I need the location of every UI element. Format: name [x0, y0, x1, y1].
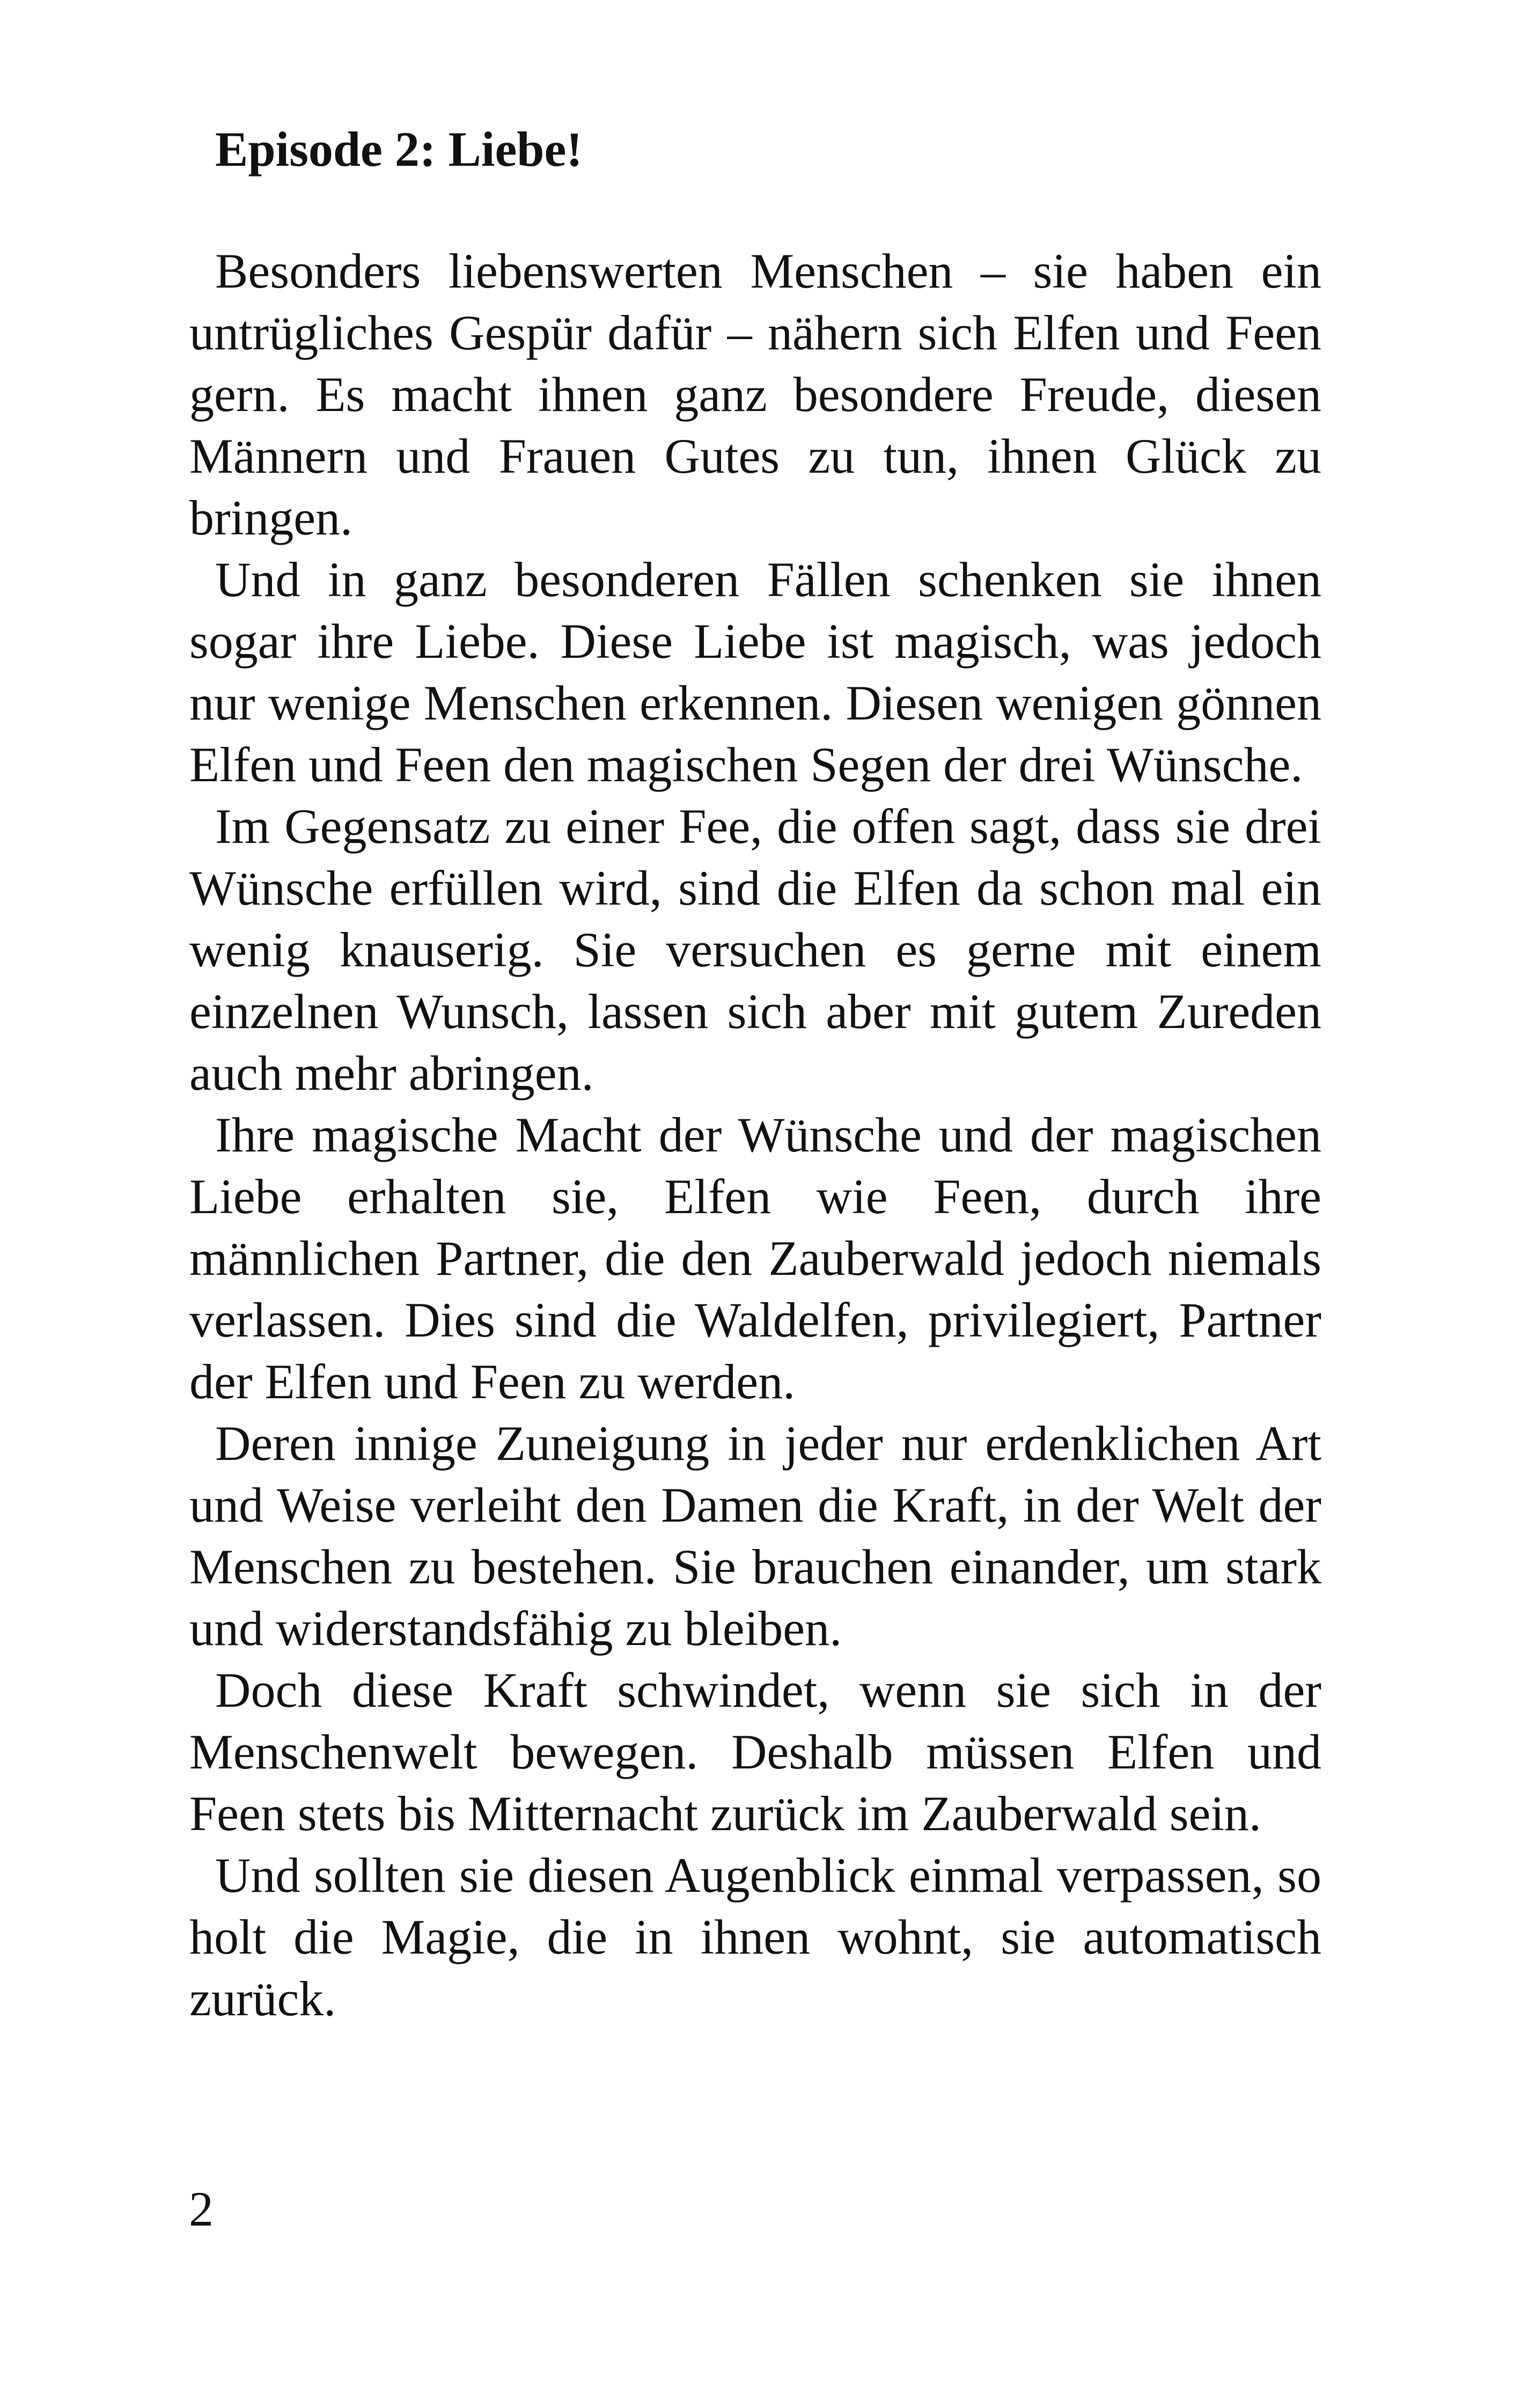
episode-heading: Episode 2: Liebe!	[215, 122, 583, 177]
paragraph: Im Gegensatz zu einer Fee, die offen sagt, dass sie drei Wünsche erfüllen wird, sind die Elfen da schon mal ein wenig knauserig. Sie versuchen es gerne mit einem einzelnen Wunsch, lassen sich aber mit gutem Zureden auch mehr abringen.	[189, 799, 1321, 1100]
paragraph: Doch diese Kraft schwindet, wenn sie sich in der Menschenwelt bewegen. Deshalb müssen Elfen und Feen stets bis Mitternacht zurück im Zauberwald sein.	[189, 1663, 1321, 1841]
paragraph: Besonders liebenswerten Menschen – sie haben ein untrügliches Gespür dafür – nähern sich Elfen und Feen gern. Es macht ihnen ganz besondere Freude, diesen Männern und Frauen Gutes zu tun, ihnen Glück zu bringen.	[189, 244, 1321, 545]
paragraph: Ihre magische Macht der Wünsche und der magischen Liebe erhalten sie, Elfen wie Feen, durch ihre männlichen Partner, die den Zauberwald jedoch niemals verlassen. Dies sind die Waldelfen, privilegiert, Partner der Elfen und Feen zu werden.	[189, 1107, 1321, 1409]
paragraph: Und sollten sie diesen Augenblick einmal verpassen, so holt die Magie, die in ihnen wohnt, sie automatisch zurück.	[189, 1848, 1321, 2026]
paragraph: Deren innige Zuneigung in jeder nur erdenklichen Art und Weise verleiht den Damen die Kraft, in der Welt der Menschen zu bestehen. Sie brauchen einander, um stark und widerstandsfähig zu bleiben.	[189, 1416, 1321, 1656]
body-text	[189, 240, 1321, 2030]
page-number: 2	[189, 2182, 214, 2236]
paragraph: Und in ganz besonderen Fällen schenken sie ihnen sogar ihre Liebe. Diese Liebe ist magisch, was jedoch nur wenige Menschen erkennen. Diesen wenigen gönnen Elfen und Feen den magischen Segen der drei Wünsche.	[189, 552, 1321, 792]
